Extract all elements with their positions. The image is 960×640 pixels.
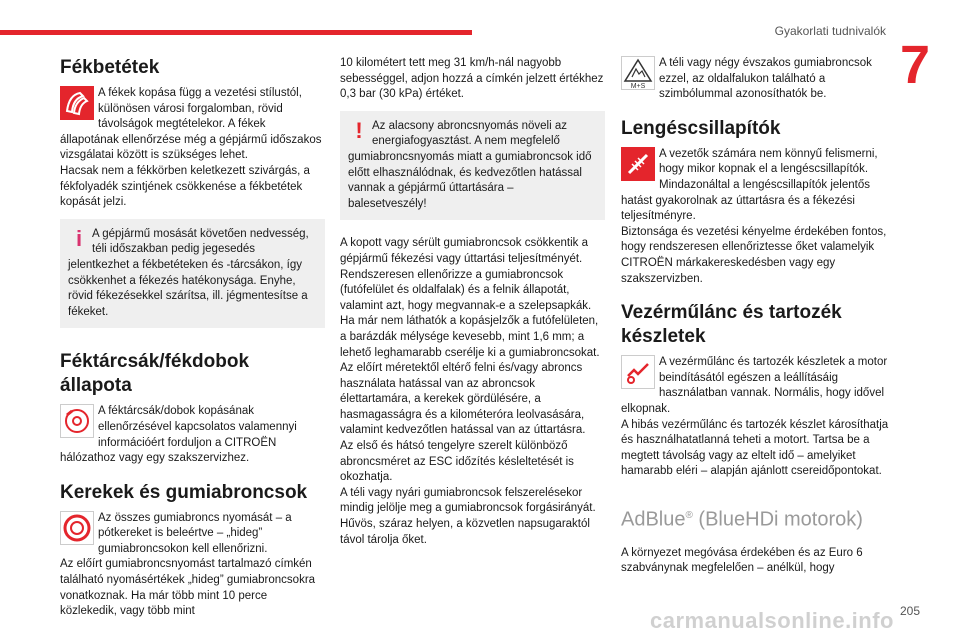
brake-discs-section xyxy=(60,404,325,466)
mud-snow-label: M+S xyxy=(630,83,646,89)
column-1 xyxy=(60,56,325,620)
shock-absorber-icon xyxy=(621,147,655,181)
heading-brake-pads: Fékbetétek xyxy=(60,57,160,78)
info-icon: i xyxy=(75,225,83,251)
brake-pads-text: A fékek kopása függ a vezetési stílustól, különösen városi forgalomban, rövid távolságok megtételekor. A fékek állapotának ellenőrzése még a gépjármű időszakos vizsgálatai között is szükséges lehet. Hacsak nem a fékkörben keletkezett szivárgás, a fékfolyadék szintjének csökkenése a fékbetétek kopását jelzi. xyxy=(60,87,322,209)
heading-brake-discs: Féktárcsák/fékdobok állapota xyxy=(60,351,250,397)
timing-chain-icon xyxy=(621,355,655,389)
column-3 xyxy=(621,56,889,577)
info-note-braking xyxy=(60,219,325,329)
tyre-icon xyxy=(60,511,94,545)
mud-snow-tyre-icon xyxy=(621,56,655,90)
warning-icon: ! xyxy=(355,117,363,143)
brake-disc-icon xyxy=(60,404,94,438)
shock-absorbers-section xyxy=(621,147,889,287)
heading-timing-chain: Vezérműlánc és tartozék készletek xyxy=(621,302,842,348)
winter-tyres-section xyxy=(621,56,889,103)
timing-chain-text: A vezérműlánc és tartozék készletek a motor beindításától egészen a leállításáig használatban vannak. Normális, hogy idővel elkopnak. A hibás vezérműlánc és tartozék készlet károsíthatja és használhatatlanná teheti a motort. Tartsa be a megtett távolság vagy az eltelt idő – amelyiket hamarabb eléri – alapján ajánlott csereidőpontokat. xyxy=(621,356,889,478)
tyres-text: Az összes gumiabroncs nyomását – a pótkereket is beleértve – „hideg” gumiabroncsokon kell ellenőrizni. Az előírt gumiabroncsnyomást tartalmazó címkén található nyomásértékek „hideg” gumiabroncsokra vonatkoznak. Ha már több mint 10 perce közlekedik, vagy több mint xyxy=(60,511,316,618)
brake-pads-section xyxy=(60,86,325,211)
heading-adblue: AdBlue® (BlueHDi motorok) xyxy=(621,508,863,531)
timing-chain-section xyxy=(621,355,889,480)
brake-discs-text: A féktárcsák/dobok kopásának ellenőrzésével kapcsolatos valamennyi információért forduljon a CITROËN hálózathoz vagy egy szakszervizhez. xyxy=(60,405,297,465)
heading-tyres: Kerekek és gumiabroncsok xyxy=(60,481,308,503)
shock-absorbers-text: A vezetők számára nem könnyű felismerni, hogy mikor kopnak el a lengéscsillapítók. Mindazonáltal a lengéscsillapítók jelentős hatást gyakorolnak az úttartásra és a fékezési teljesítményre. Biztonsága és vezetési kényelme érdekében fontos, hogy rendszeresen ellenőriztesse őket valamelyik CITROËN márkakereskedésben vagy egy szakszervizben. xyxy=(621,147,887,285)
warning-note-pressure xyxy=(340,111,605,221)
section-title: Gyakorlati tudnivalók xyxy=(774,24,886,38)
watermark: carmanualsonline.info xyxy=(650,608,894,633)
heading-shock-absorbers: Lengéscsillapítók xyxy=(621,117,781,139)
warning-note-text: Az alacsony abroncsnyomás növeli az energiafogyasztást. A nem megfelelő gumiabroncsnyomás miatt a gumiabroncsok idő előtt elhasználódnak, és kedvezőtlen hatással vannak a gépjármű úttartására – balesetveszély! xyxy=(348,119,592,210)
brake-pad-icon xyxy=(60,86,94,120)
chapter-number: 7 xyxy=(900,35,931,95)
tyre-pressure-text: 10 kilométert tett meg 31 km/h-nál nagyobb sebességgel, adjon hozzá a címkén jelzett értékhez 0,3 bar (30 kPa) értéket. xyxy=(340,57,604,101)
column-2 xyxy=(340,56,605,548)
adblue-text: A környezet megóvása érdekében és az Euro 6 szabványnak megfelelően – anélkül, hogy xyxy=(621,546,863,575)
page-number: 205 xyxy=(900,604,921,618)
tyre-wear-text: A kopott vagy sérült gumiabroncsok csökkentik a gépjármű fékezési vagy úttartási teljesítményét. Rendszeresen ellenőrizze a gumiabroncsok (futófelület és oldalfalak) és a felnik állapotát, valamint azt, hogy megvannak-e a szelepsapkák. Ha már nem láthatók a kopásjelzők a futófelületen, a barázdák mélysége kevesebb, mint 1,6 mm; a lehető leghamarabb cserélje ki a gumiabroncsokat. Az előírt méretektől eltérő felni és/vagy abroncs használata hatással van az abroncsok élettartamára, a kerekek gördülésére, a hasmagasságra és a kilométeróra leolvasására, valamint kedvezőtlen hatással van az úttartásra. Az első és hátsó tengelyre szerelt különböző abroncsméret az ESC időzítés késleltetését is okozhatja. A téli vagy nyári gumiabroncsok felszerelésekor mindig jelölje meg a gumiabroncsok forgásirányát. Hűvös, száraz helyen, a közvetlen napsugaraktól távol tárolja őket. xyxy=(340,237,600,546)
top-accent-bar xyxy=(0,30,472,35)
winter-tyres-text: A téli vagy négy évszakos gumiabroncsok ezzel, az oldalfalukon található a szimbólummal azonosíthatók be. xyxy=(659,57,872,101)
tyres-section xyxy=(60,511,325,620)
info-note-text: A gépjármű mosását követően nedvesség, téli időszakban pedig jegesedés jelentkezhet a fékbetéteken és -tárcsákon, így csökkenhet a fékezés hatékonysága. Enyhe, rövid fékezésekkel szárítsa, ill. jégmentesítse a fékeket. xyxy=(68,227,309,318)
